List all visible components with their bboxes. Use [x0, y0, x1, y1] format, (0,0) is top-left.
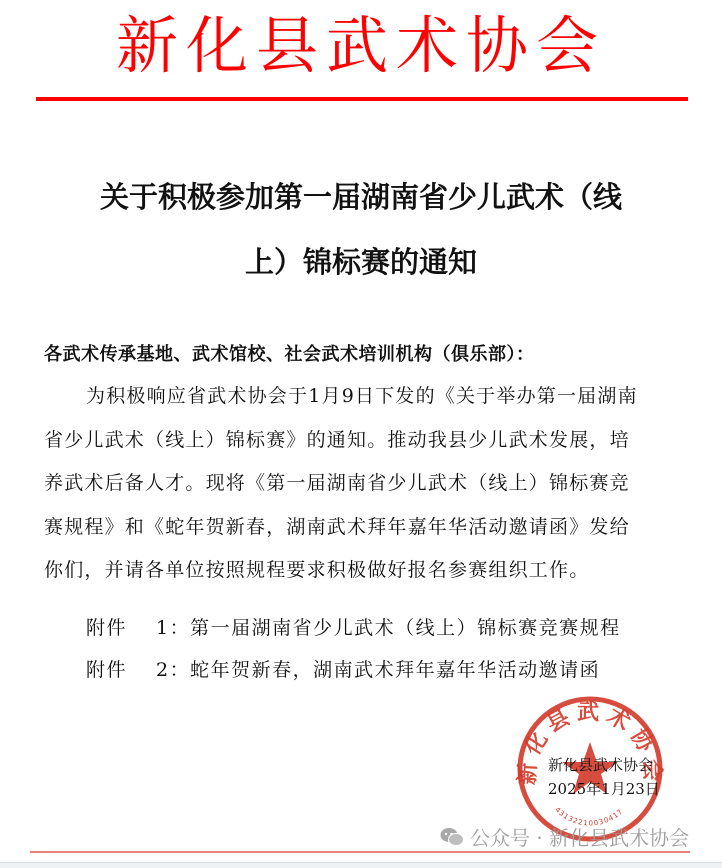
attachment-label: 附件 — [86, 659, 128, 681]
notice-body — [44, 375, 684, 593]
attachment-number: 1： — [156, 617, 191, 639]
bottom-bar — [0, 862, 722, 868]
masthead-divider — [36, 97, 688, 101]
signature-date: 2025年1月23日 — [548, 780, 660, 798]
salutation: 各武术传承基地、武术馆校、社会武术培训机构（俱乐部）： — [44, 344, 535, 365]
notice-title-line-1: 关于积极参加第一届湖南省少儿武术（线 — [99, 180, 622, 214]
attachments-list — [86, 610, 621, 694]
footer-divider — [30, 851, 690, 853]
attachment-number: 2： — [156, 659, 191, 681]
signature-org: 新化县武术协会 — [548, 756, 654, 774]
seal-text: 新化县武术协会 — [515, 700, 665, 788]
attachment-title: 第一届湖南省少儿武术（线上）锦标赛竞赛规程 — [190, 617, 621, 639]
attachment-item — [86, 610, 621, 652]
wechat-icon — [440, 827, 464, 847]
body-line: 养武术后备人才。现将《第一届湖南省少儿武术（线上）锦标赛竞 — [44, 472, 630, 494]
body-line: 为积极响应省武术协会于1月9日下发的《关于举办第一届湖南 — [86, 385, 638, 407]
seal-serial: 43132210030417 — [553, 805, 625, 828]
attachment-label: 附件 — [86, 617, 128, 639]
body-line: 你们，并请各单位按照规程要求积极做好报名参赛组织工作。 — [44, 559, 590, 581]
body-line: 省少儿武术（线上）锦标赛》的通知。推动我县少儿武术发展，培 — [44, 428, 630, 451]
wechat-watermark — [440, 822, 689, 851]
masthead-org-name: 新化县武术协会 — [115, 9, 606, 82]
attachment-title: 蛇年贺新春，湖南武术拜年嘉年华活动邀请函 — [190, 659, 601, 681]
attachment-item — [86, 652, 621, 694]
watermark-text: 公众号 · 新化县武术协会 — [470, 826, 690, 850]
body-line: 赛规程》和《蛇年贺新春，湖南武术拜年嘉年华活动邀请函》发给 — [44, 515, 630, 538]
notice-title-line-2: 上）锦标赛的通知 — [244, 245, 477, 279]
